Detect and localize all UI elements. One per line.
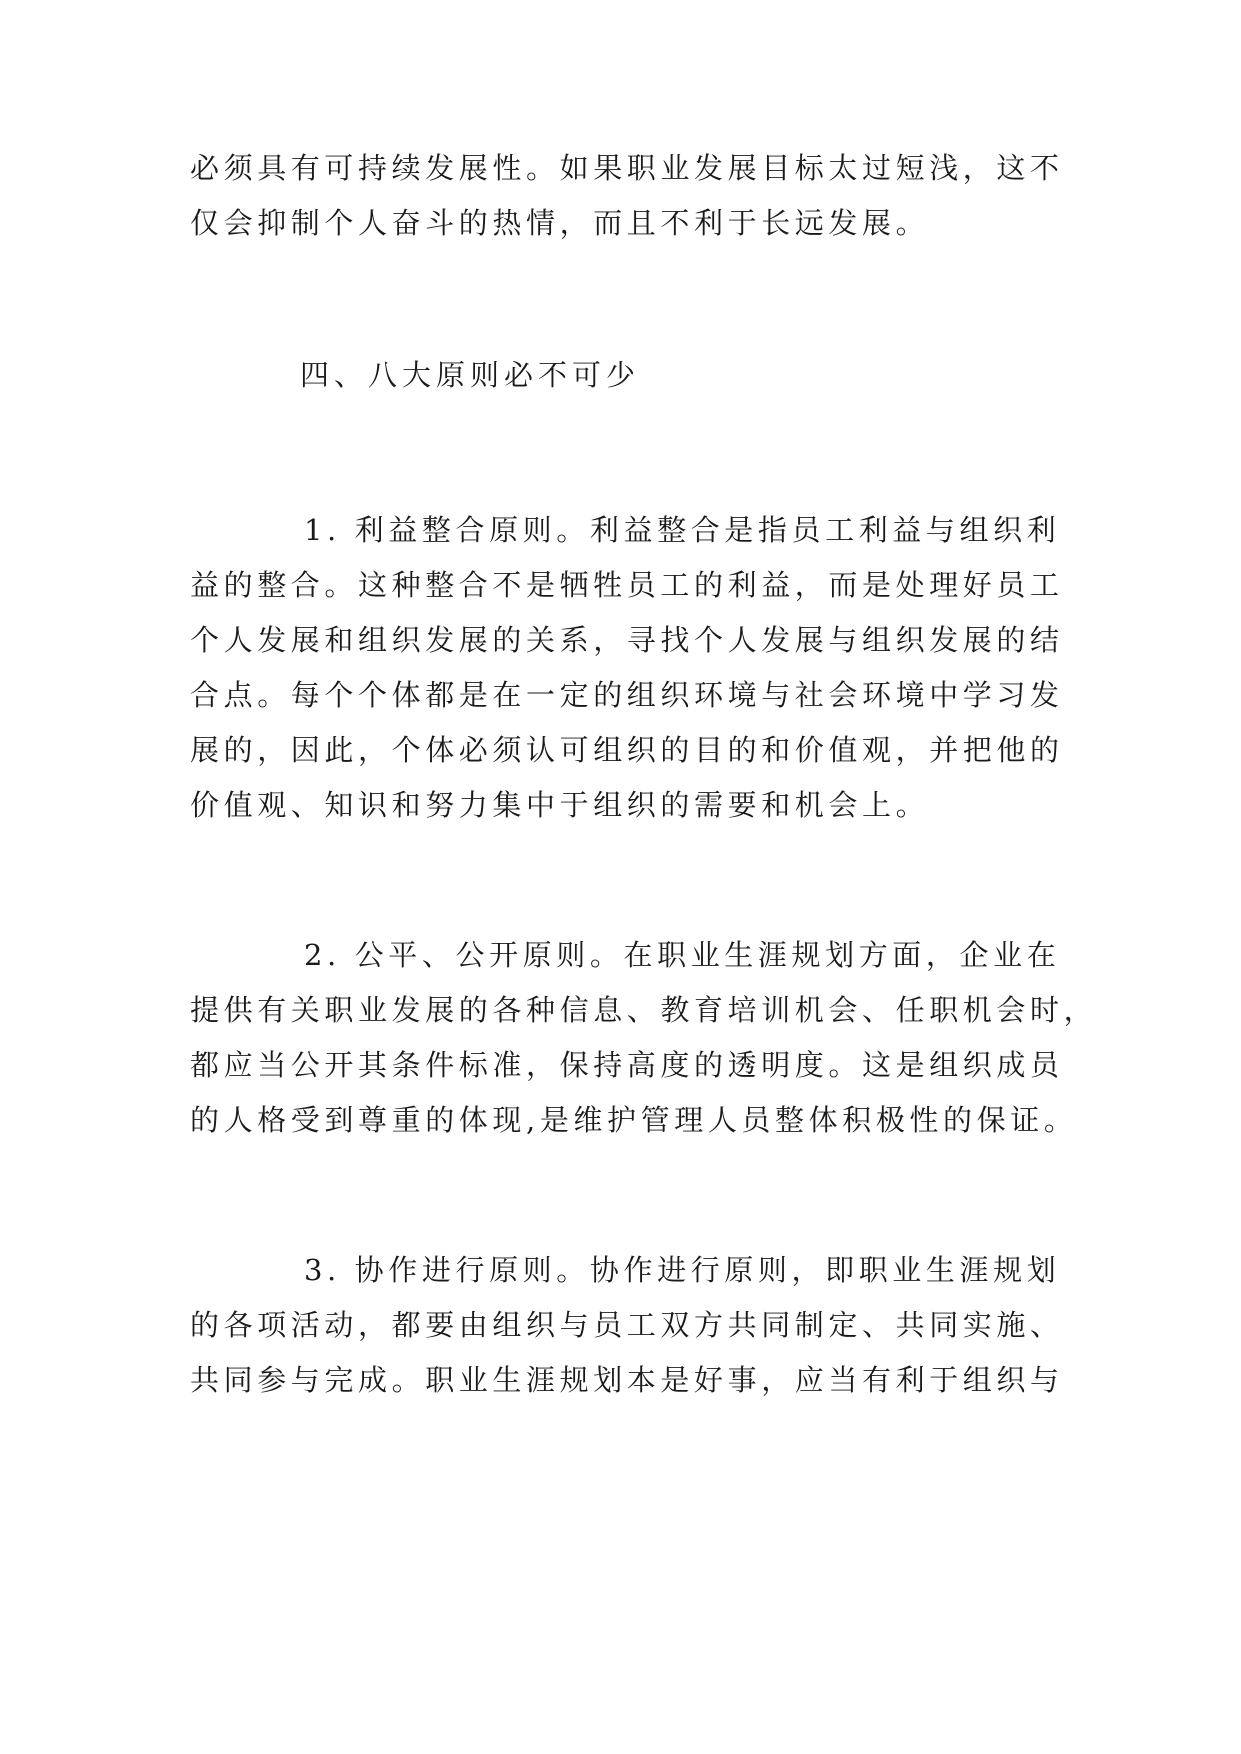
principle-2-line: 的人格受到尊重的体现,是维护管理人员整体积极性的保证。 [190,1103,1078,1137]
body-text-line: 必须具有可持续发展性。如果职业发展目标太过短浅，这不 [190,151,1064,185]
principle-1-line: 合点。每个个体都是在一定的组织环境与社会环境中学习发 [190,678,1064,712]
principle-3-line: 共同参与完成。职业生涯规划本是好事，应当有利于组织与 [190,1363,1064,1397]
body-text-line: 仅会抑制个人奋斗的热情，而且不利于长远发展。 [190,206,930,240]
principle-1-line: 价值观、知识和努力集中于组织的需要和机会上。 [190,788,930,822]
principle-3-line: 的各项活动，都要由组织与员工双方共同制定、共同实施、 [190,1308,1064,1342]
principle-1-line: 个人发展和组织发展的关系，寻找个人发展与组织发展的结 [190,623,1064,657]
principle-2-line: 都应当公开其条件标准，保持高度的透明度。这是组织成员 [190,1048,1064,1082]
section-heading: 四、八大原则必不可少 [300,358,641,392]
principle-1-line: 展的，因此，个体必须认可组织的目的和价值观，并把他的 [190,733,1064,767]
principle-1-line: 益的整合。这种整合不是牺牲员工的利益，而是处理好员工 [190,568,1064,602]
principle-3-line: 3. 协作进行原则。协作进行原则，即职业生涯规划 [304,1253,1061,1287]
principle-1-line: 1. 利益整合原则。利益整合是指员工利益与组织利 [304,513,1061,547]
principle-2-line: 2. 公平、公开原则。在职业生涯规划方面，企业在 [304,938,1061,972]
principle-2-line: 提供有关职业发展的各种信息、教育培训机会、任职机会时， [190,993,1098,1027]
